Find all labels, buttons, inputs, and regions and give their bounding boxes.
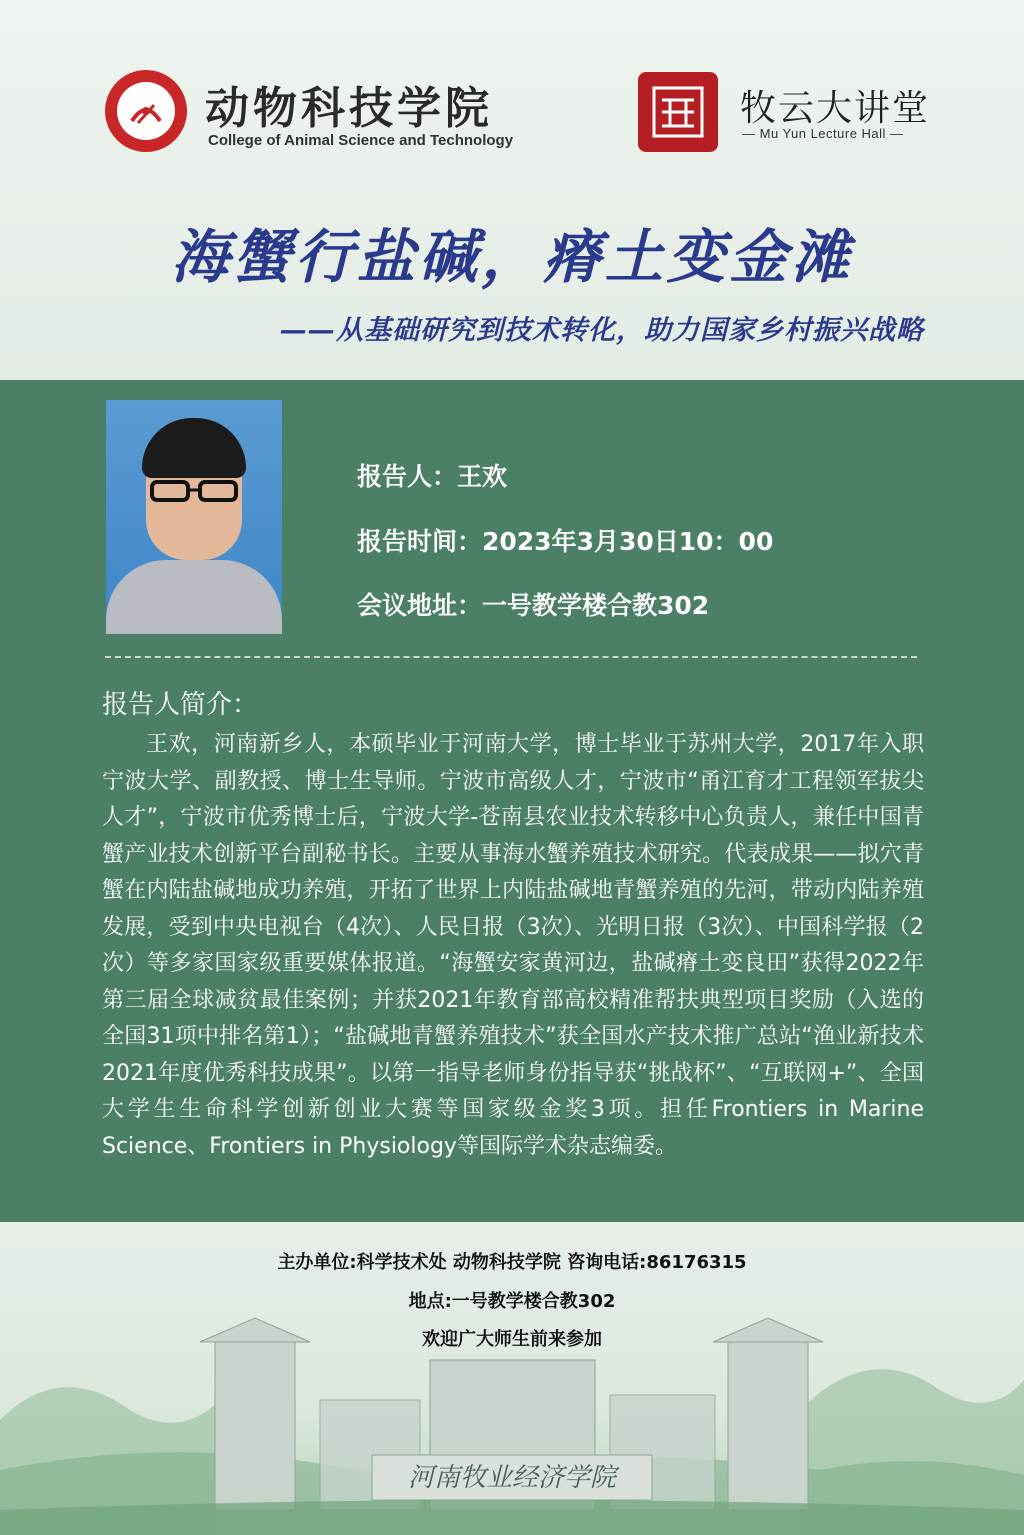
talk-time: 报告时间：2023年3月30日10：00	[357, 527, 774, 556]
hall-name-en: — Mu Yun Lecture Hall —	[742, 126, 904, 141]
college-name-cn: 动物科技学院	[205, 83, 493, 134]
bio-heading: 报告人简介：	[102, 690, 259, 720]
emblem-mark-icon	[126, 91, 166, 131]
gate-sign: 河南牧业经济学院	[407, 1463, 617, 1493]
page-subtitle: ——从基础研究到技术转化，助力国家乡村振兴战略	[280, 315, 924, 346]
seal-icon	[638, 72, 718, 152]
campus-gate-illustration	[0, 1300, 1024, 1535]
college-name-en: College of Animal Science and Technology	[208, 132, 514, 149]
talk-location: 会议地址：一号教学楼合教302	[357, 591, 710, 620]
speaker-name: 报告人：王欢	[357, 462, 508, 491]
divider	[105, 656, 917, 658]
bio-text: 王欢，河南新乡人，本硕毕业于河南大学，博士毕业于苏州大学，2017年入职宁波大学、副教授、博士生导师。宁波市高级人才，宁波市“甬江育才工程领军拔尖人才”，宁波市优秀博士后，宁波大学-苍南县农业技术转移中心负责人，兼任中国青蟹产业技术创新平台副秘书长。主要从事海水蟹养殖技术研究。代表成果——拟穴青蟹在内陆盐碱地成功养殖，开拓了世界上内陆盐碱地青蟹养殖的先河，带动内陆养殖发展，受到中央电视台（4次）、人民日报（3次）、光明日报（3次）、中国科学报（2次）等多家国家级重要媒体报道。“海蟹安家黄河边，盐碱瘠土变良田”获得2022年第三届全球减贫最佳案例；并获2021年教育部高校精准帮扶典型项目奖励（入选的全国31项中排名第1）；“盐碱地青蟹养殖技术”获全国水产技术推广总站“渔业新技术2021年度优秀科技成果”。以第一指导老师身份指导获“挑战杯”、“互联网+”、全国大学生生命科学创新创业大赛等国家级金奖3项。担任Frontiers in Marine Science、Frontiers in Physiology等国际学术杂志编委。	[102, 732, 924, 1159]
hall-name-cn: 牧云大讲堂	[740, 88, 931, 129]
speaker-photo	[106, 400, 282, 634]
organizer-line: 主办单位:科学技术处 动物科技学院 咨询电话:86176315	[277, 1252, 747, 1273]
page-title: 海蟹行盐碱，瘠土变金滩	[170, 223, 853, 291]
college-emblem-icon	[105, 70, 187, 152]
location-line: 地点:一号教学楼合教302	[408, 1291, 616, 1312]
glasses-icon	[150, 480, 238, 502]
seal-glyph-icon	[648, 82, 708, 142]
welcome-line: 欢迎广大师生前来参加	[422, 1329, 602, 1350]
